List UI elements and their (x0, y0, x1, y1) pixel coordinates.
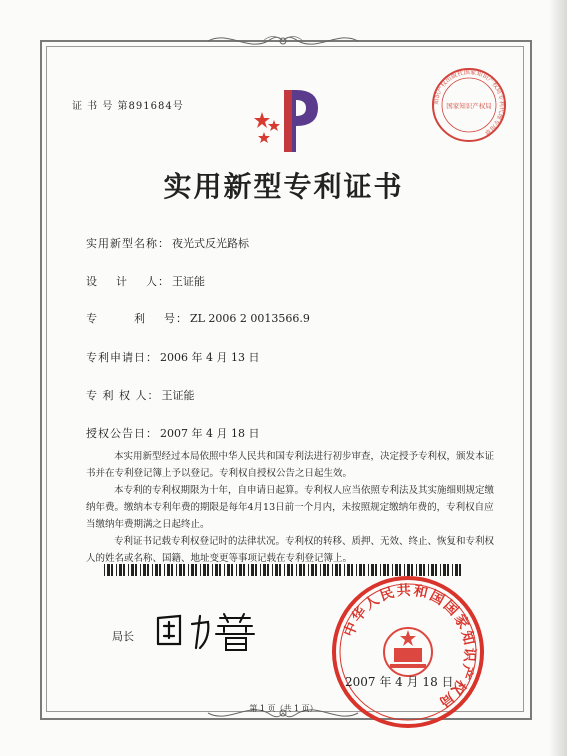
svg-text:中华人民共和国国家知识产权局 (340, 582, 478, 711)
body-paragraph: 专利证书记载专利权登记时的法律状况。专利权的转移、质押、无效、终止、恢复和专利权人的姓名或名称、国籍、地址变更等事项记载在专利登记簿上。 (86, 536, 495, 564)
certificate-title: 实用新型专利证书 (163, 170, 404, 203)
field-label: 专 利 号： (86, 312, 188, 325)
certificate-number: 证 书 号 第891684号 (72, 101, 184, 112)
body-paragraph: 本专利的专利权期限为十年，自申请日起算。专利权人应当依照专利法及其实施细则规定缴纳年费。缴纳本专利年费的期限是每年4月13日前一个月内，未按照规定缴纳年费的，专利权自应当缴纳年费期满之日起终止。 (86, 485, 495, 530)
scan-shadow (549, 0, 567, 756)
field-application-date (86, 349, 259, 365)
field-patent-number (86, 310, 310, 326)
field-value: 王证能 (171, 275, 205, 288)
page-number: 第 1 页（共 1 页） (249, 704, 318, 713)
field-label: 授权公告日： (86, 427, 158, 440)
field-value: 2006 年 4 月 13 日 (160, 351, 260, 364)
field-label: 专利申请日： (86, 351, 158, 364)
body-paragraph: 本实用新型经过本局依照中华人民共和国专利法进行初步审查，决定授予专利权，颁发本证书并在专利登记簿上予以登记。专利权自授权公告之日起生效。 (86, 451, 495, 479)
certificate-body (86, 448, 496, 567)
director-label: 局长 (112, 630, 134, 643)
seal-ring-text: 中华人民共和国国家知识产权局 (341, 582, 478, 712)
top-ornament (203, 30, 363, 52)
stamp-center-text: 国家知识产权局 (446, 102, 492, 110)
field-value: ZL 2006 2 0013566.9 (189, 312, 310, 325)
patent-office-logo (252, 82, 322, 154)
seal-date: 2007 年 4 月 18 日 (345, 675, 454, 689)
field-value: 2007 年 4 月 18 日 (160, 427, 260, 440)
field-utility-model-name (86, 235, 249, 251)
field-grant-date (86, 425, 259, 441)
field-designer (86, 273, 205, 289)
field-patentee (86, 387, 195, 403)
field-label: 专 利 权 人： (86, 389, 160, 402)
stamp-ring-text: 知识产权出版社国家知识产权局专利代理专用章 (432, 68, 506, 137)
agency-stamp (430, 66, 508, 144)
field-value: 夜光式反光路标 (172, 237, 249, 250)
field-value: 王证能 (161, 389, 195, 402)
director-signature (152, 608, 262, 654)
field-label: 实用新型名称： (86, 237, 170, 250)
field-label: 设 计 人： (86, 275, 170, 288)
